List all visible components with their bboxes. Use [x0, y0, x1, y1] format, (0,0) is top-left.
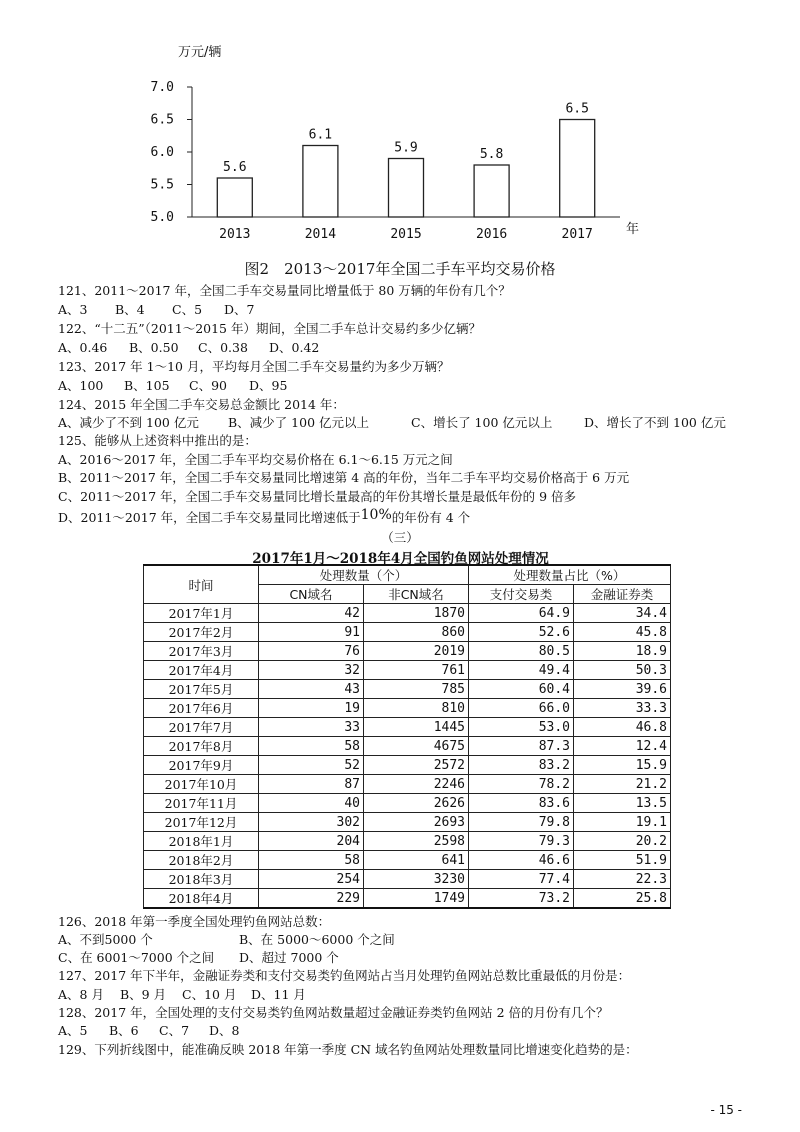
table-row — [144, 832, 671, 851]
x-tick-label: 2017 — [561, 227, 593, 242]
option-d-text: D、2011～2017 年，全国二手车交易量同比增速低于 — [58, 510, 361, 525]
cell-value: 229 — [259, 889, 364, 909]
y-tick-label: 6.0 — [150, 145, 174, 160]
table-row — [144, 642, 671, 661]
cell-month: 2017年3月 — [144, 642, 259, 661]
cell-value: 3230 — [364, 870, 469, 889]
y-tick-label: 5.5 — [150, 177, 174, 193]
question-125-option-a: A、2016～2017 年，全国二手车平均交易价格在 6.1～6.15 万元之间 — [58, 452, 453, 467]
table-row — [144, 699, 671, 718]
cell-value: 52 — [259, 756, 364, 775]
cell-value: 641 — [364, 851, 469, 870]
table-row — [144, 680, 671, 699]
question-121-stem: 121、2011～2017 年，全国二手车交易量同比增量低于 80 万辆的年份有几个？ — [58, 283, 511, 298]
option: D、0.42 — [269, 340, 320, 355]
question-121-options — [58, 301, 254, 319]
cell-month: 2018年1月 — [144, 832, 259, 851]
cell-value: 19 — [259, 699, 364, 718]
cell-value: 91 — [259, 623, 364, 642]
table-row — [144, 604, 671, 623]
question-125-option-d — [58, 509, 470, 527]
cell-value: 12.4 — [574, 737, 671, 756]
page-number: - 15 - — [710, 1103, 742, 1117]
cell-value: 1445 — [364, 718, 469, 737]
cell-value: 73.2 — [469, 889, 574, 909]
cell-value: 25.8 — [574, 889, 671, 909]
cell-month: 2018年4月 — [144, 889, 259, 909]
cell-value: 18.9 — [574, 642, 671, 661]
option-d-text-end: 的年份有 4 个 — [391, 510, 471, 525]
cell-month: 2017年4月 — [144, 661, 259, 680]
col-header-time: 时间 — [144, 565, 259, 604]
cell-month: 2017年6月 — [144, 699, 259, 718]
cell-value: 52.6 — [469, 623, 574, 642]
option: C、90 — [189, 378, 227, 393]
cell-value: 810 — [364, 699, 469, 718]
section-marker: （三） — [381, 530, 419, 545]
option: D、11 月 — [251, 987, 306, 1002]
cell-value: 80.5 — [469, 642, 574, 661]
table-row — [144, 851, 671, 870]
cell-value: 58 — [259, 851, 364, 870]
option-d-percent: 10% — [360, 507, 392, 523]
option: D、8 — [209, 1023, 240, 1038]
cell-value: 45.8 — [574, 623, 671, 642]
cell-value: 66.0 — [469, 699, 574, 718]
x-tick-label: 2013 — [219, 227, 251, 242]
question-123-stem: 123、2017 年 1～10 月，平均每月全国二手车交易量约为多少万辆？ — [58, 359, 450, 374]
cell-value: 2598 — [364, 832, 469, 851]
cell-month: 2017年9月 — [144, 756, 259, 775]
cell-value: 302 — [259, 813, 364, 832]
option: B、9 月 — [120, 987, 167, 1002]
cell-value: 15.9 — [574, 756, 671, 775]
cell-value: 46.6 — [469, 851, 574, 870]
y-tick-label: 7.0 — [150, 80, 174, 95]
col-header-finance: 金融证券类 — [574, 585, 671, 604]
question-122-options — [58, 339, 319, 357]
option: A、100 — [58, 378, 104, 393]
option: D、95 — [249, 378, 288, 393]
question-123-options — [58, 377, 287, 395]
bar — [303, 146, 338, 218]
cell-month: 2018年3月 — [144, 870, 259, 889]
question-122-stem: 122、“十二五”（2011～2015 年）期间，全国二手车总计交易约多少亿辆？ — [58, 321, 481, 336]
col-header-non-cn: 非CN域名 — [364, 585, 469, 604]
cell-value: 78.2 — [469, 775, 574, 794]
cell-value: 785 — [364, 680, 469, 699]
option: C、7 — [159, 1023, 190, 1038]
cell-value: 40 — [259, 794, 364, 813]
cell-value: 204 — [259, 832, 364, 851]
option: B、105 — [124, 378, 170, 393]
bar-chart — [140, 40, 660, 250]
cell-value: 50.3 — [574, 661, 671, 680]
x-tick-label: 2016 — [475, 227, 508, 242]
chart-x-unit: 年 — [626, 222, 640, 237]
cell-value: 860 — [364, 623, 469, 642]
question-128-options — [58, 1022, 239, 1040]
cell-value: 42 — [259, 604, 364, 623]
cell-value: 79.3 — [469, 832, 574, 851]
cell-value: 2626 — [364, 794, 469, 813]
cell-value: 20.2 — [574, 832, 671, 851]
table-body — [144, 604, 671, 909]
option: B、0.50 — [129, 340, 179, 355]
table-row — [144, 623, 671, 642]
cell-value: 2572 — [364, 756, 469, 775]
cell-month: 2017年12月 — [144, 813, 259, 832]
option: C、在 6001～7000 个之间 — [58, 950, 215, 965]
table-title: 2017年1月～2018年4月全国钓鱼网站处理情况 — [252, 551, 549, 567]
cell-value: 87.3 — [469, 737, 574, 756]
question-126-options-row1 — [58, 931, 395, 949]
option: C、增长了 100 亿元以上 — [411, 415, 553, 430]
question-127-options — [58, 986, 306, 1004]
cell-value: 77.4 — [469, 870, 574, 889]
question-124-options — [58, 414, 726, 432]
cell-value: 254 — [259, 870, 364, 889]
x-tick-label: 2015 — [390, 227, 422, 242]
option: B、在 5000～6000 个之间 — [239, 932, 395, 947]
bar — [560, 120, 595, 218]
x-tick-label: 2014 — [304, 227, 337, 242]
cell-value: 83.2 — [469, 756, 574, 775]
cell-value: 53.0 — [469, 718, 574, 737]
bar — [389, 159, 424, 218]
y-tick-label: 5.0 — [150, 210, 174, 225]
cell-value: 83.6 — [469, 794, 574, 813]
cell-value: 22.3 — [574, 870, 671, 889]
question-129-stem: 129、下列折线图中，能准确反映 2018 年第一季度 CN 域名钓鱼网站处理数量同比增速变化趋势的是： — [58, 1042, 638, 1057]
bar-value-label: 6.5 — [565, 101, 589, 117]
cell-value: 1870 — [364, 604, 469, 623]
cell-value: 32 — [259, 661, 364, 680]
bar-value-label: 5.8 — [479, 147, 504, 162]
phishing-table — [143, 564, 671, 909]
bar-value-label: 6.1 — [308, 127, 333, 143]
cell-value: 58 — [259, 737, 364, 756]
y-tick-label: 6.5 — [150, 112, 174, 128]
option: C、0.38 — [198, 340, 248, 355]
cell-month: 2017年10月 — [144, 775, 259, 794]
option: A、不到5000 个 — [58, 932, 153, 947]
cell-month: 2017年1月 — [144, 604, 259, 623]
cell-value: 19.1 — [574, 813, 671, 832]
col-header-payment: 支付交易类 — [469, 585, 574, 604]
cell-value: 2019 — [364, 642, 469, 661]
cell-value: 51.9 — [574, 851, 671, 870]
question-125-stem: 125、能够从上述资料中推出的是： — [58, 433, 257, 448]
table-row — [144, 870, 671, 889]
cell-month: 2017年5月 — [144, 680, 259, 699]
cell-value: 761 — [364, 661, 469, 680]
table-row — [144, 813, 671, 832]
cell-month: 2018年2月 — [144, 851, 259, 870]
cell-value: 1749 — [364, 889, 469, 909]
cell-value: 39.6 — [574, 680, 671, 699]
cell-month: 2017年11月 — [144, 794, 259, 813]
col-group-count: 处理数量（个） — [259, 565, 469, 585]
cell-value: 87 — [259, 775, 364, 794]
cell-month: 2017年8月 — [144, 737, 259, 756]
cell-value: 21.2 — [574, 775, 671, 794]
cell-value: 79.8 — [469, 813, 574, 832]
chart-title: 图2 2013～2017年全国二手车平均交易价格 — [244, 260, 556, 278]
cell-value: 43 — [259, 680, 364, 699]
question-125-option-b: B、2011～2017 年，全国二手车交易量同比增速第 4 高的年份，当年二手车平均交易价格高于 6 万元 — [58, 470, 630, 485]
cell-value: 13.5 — [574, 794, 671, 813]
chart-bars — [217, 102, 594, 243]
bar — [217, 178, 252, 217]
question-127-stem: 127、2017 年下半年，金融证券类和支付交易类钓鱼网站占当月处理钓鱼网站总数比重最低的月份是： — [58, 968, 631, 983]
cell-value: 64.9 — [469, 604, 574, 623]
table-row — [144, 775, 671, 794]
table-row — [144, 889, 671, 909]
question-128-stem: 128、2017 年，全国处理的支付交易类钓鱼网站数量超过金融证券类钓鱼网站 2 倍的月份有几个？ — [58, 1005, 609, 1020]
cell-value: 46.8 — [574, 718, 671, 737]
cell-value: 60.4 — [469, 680, 574, 699]
col-header-cn: CN域名 — [259, 585, 364, 604]
option: D、增长了不到 100 亿元 — [584, 415, 726, 430]
bar-value-label: 5.9 — [394, 140, 418, 156]
option: A、8 月 — [58, 987, 104, 1002]
option: A、减少了不到 100 亿元 — [58, 415, 199, 430]
question-126-stem: 126、2018 年第一季度全国处理钓鱼网站总数： — [58, 914, 331, 929]
cell-value: 49.4 — [469, 661, 574, 680]
cell-month: 2017年2月 — [144, 623, 259, 642]
option: B、6 — [109, 1023, 139, 1038]
bar — [474, 165, 509, 217]
table-row — [144, 661, 671, 680]
table-row — [144, 794, 671, 813]
table-row — [144, 756, 671, 775]
cell-value: 34.4 — [574, 604, 671, 623]
cell-value: 2693 — [364, 813, 469, 832]
option: C、5 — [172, 302, 203, 317]
question-125-option-c: C、2011～2017 年，全国二手车交易量同比增长量最高的年份其增长量是最低年份的 9 倍多 — [58, 489, 577, 504]
option: D、超过 7000 个 — [239, 950, 339, 965]
cell-month: 2017年7月 — [144, 718, 259, 737]
bar-value-label: 5.6 — [223, 160, 247, 175]
option: A、5 — [58, 1023, 88, 1038]
cell-value: 33.3 — [574, 699, 671, 718]
option: D、7 — [224, 302, 255, 317]
cell-value: 4675 — [364, 737, 469, 756]
option: A、3 — [58, 302, 88, 317]
col-group-share: 处理数量占比（%） — [469, 565, 671, 585]
chart-y-unit: 万元/辆 — [178, 45, 222, 60]
option: B、4 — [115, 302, 145, 317]
cell-value: 33 — [259, 718, 364, 737]
cell-value: 2246 — [364, 775, 469, 794]
question-126-options-row2 — [58, 949, 339, 967]
question-124-stem: 124、2015 年全国二手车交易总金额比 2014 年： — [58, 397, 345, 412]
option: C、10 月 — [182, 987, 237, 1002]
option: A、0.46 — [58, 340, 108, 355]
table-row — [144, 718, 671, 737]
table-row — [144, 737, 671, 756]
option: B、减少了 100 亿元以上 — [228, 415, 369, 430]
cell-value: 76 — [259, 642, 364, 661]
